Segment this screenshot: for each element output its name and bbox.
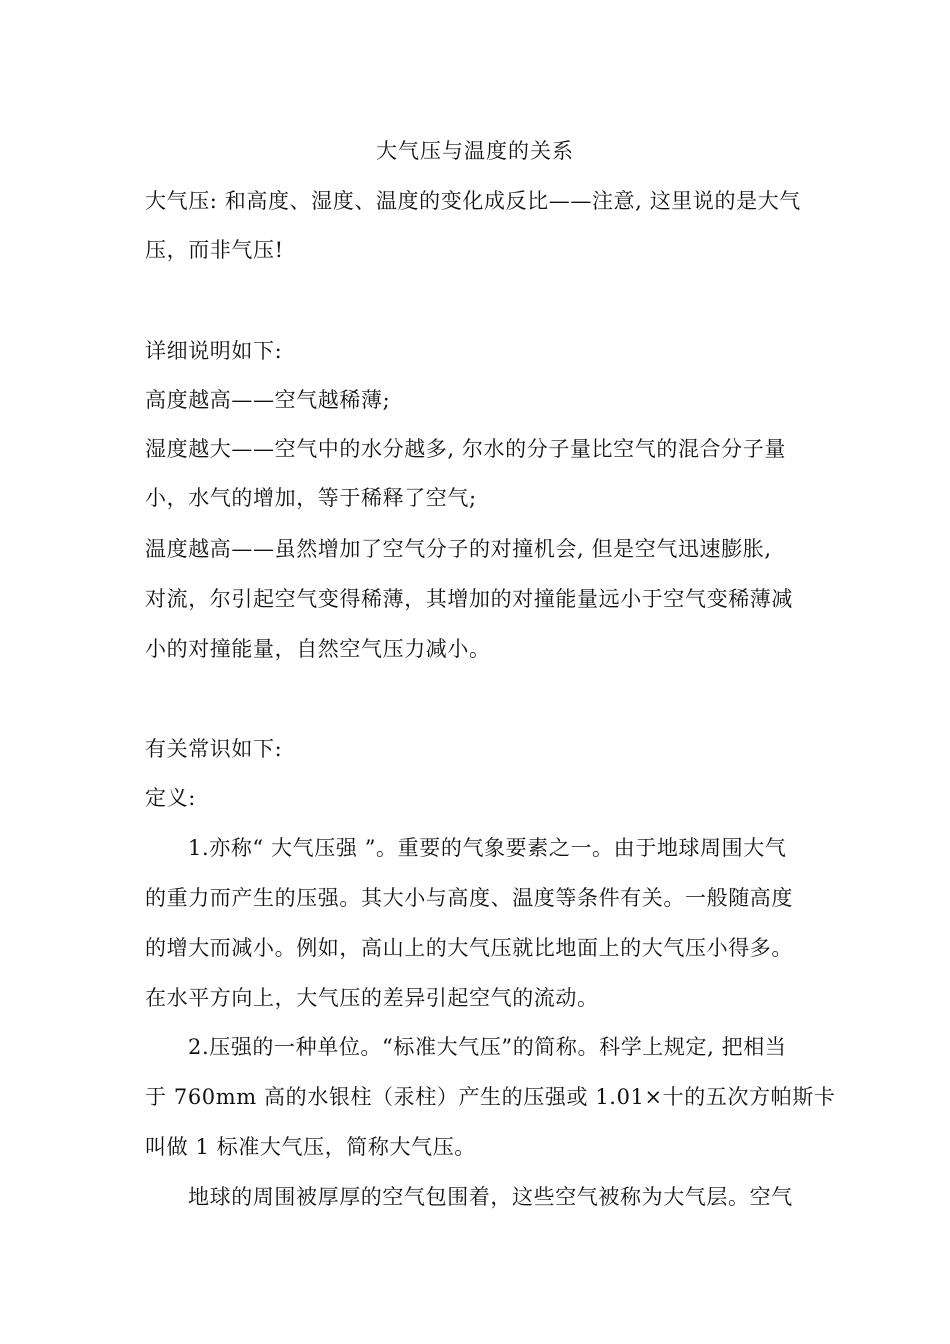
paragraph-line: 的增大而减小。例如，高山上的大气压就比地面上的大气压小得多。 — [145, 936, 793, 960]
paragraph-line: 湿度越大——空气中的水分越多, 尔水的分子量比空气的混合分子量 — [145, 437, 786, 461]
paragraph-line: 对流，尔引起空气变得稀薄，其增加的对撞能量远小于空气变稀薄减 — [145, 587, 793, 611]
paragraph-line: 温度越高——虽然增加了空气分子的对撞机会, 但是空气迅速膨胀, — [145, 537, 772, 561]
paragraph-line: 小的对撞能量，自然空气压力减小。 — [145, 637, 491, 661]
paragraph-line: 大气压: 和高度、湿度、温度的变化成反比——注意, 这里说的是大气 — [145, 189, 801, 213]
paragraph-line: 小，水气的增加，等于稀释了空气; — [145, 486, 477, 510]
paragraph-line: 于 760mm 高的水银柱（汞柱）产生的压强或 1.01×十的五次方帕斯卡 — [145, 1085, 836, 1109]
paragraph-line: 叫做 1 标准大气压，简称大气压。 — [145, 1135, 476, 1159]
paragraph-line: 1.亦称“ 大气压强 ”。重要的气象要素之一。由于地球周围大气 — [188, 836, 787, 860]
section-heading: 有关常识如下: — [145, 737, 283, 761]
paragraph-line: 2.压强的一种单位。“标准大气压”的简称。科学上规定, 把相当 — [188, 1035, 787, 1059]
section-heading: 详细说明如下: — [145, 339, 283, 363]
paragraph-line: 高度越高——空气越稀薄; — [145, 388, 391, 412]
paragraph-line: 的重力而产生的压强。其大小与高度、温度等条件有关。一般随高度 — [145, 886, 793, 910]
paragraph-line: 在水平方向上，大气压的差异引起空气的流动。 — [145, 986, 599, 1010]
section-heading: 定义: — [145, 786, 196, 810]
document-title: 大气压与温度的关系 — [376, 139, 574, 163]
paragraph-line: 地球的周围被厚厚的空气包围着，这些空气被称为大气层。空气 — [188, 1185, 793, 1209]
paragraph-line: 压，而非气压! — [145, 238, 284, 262]
